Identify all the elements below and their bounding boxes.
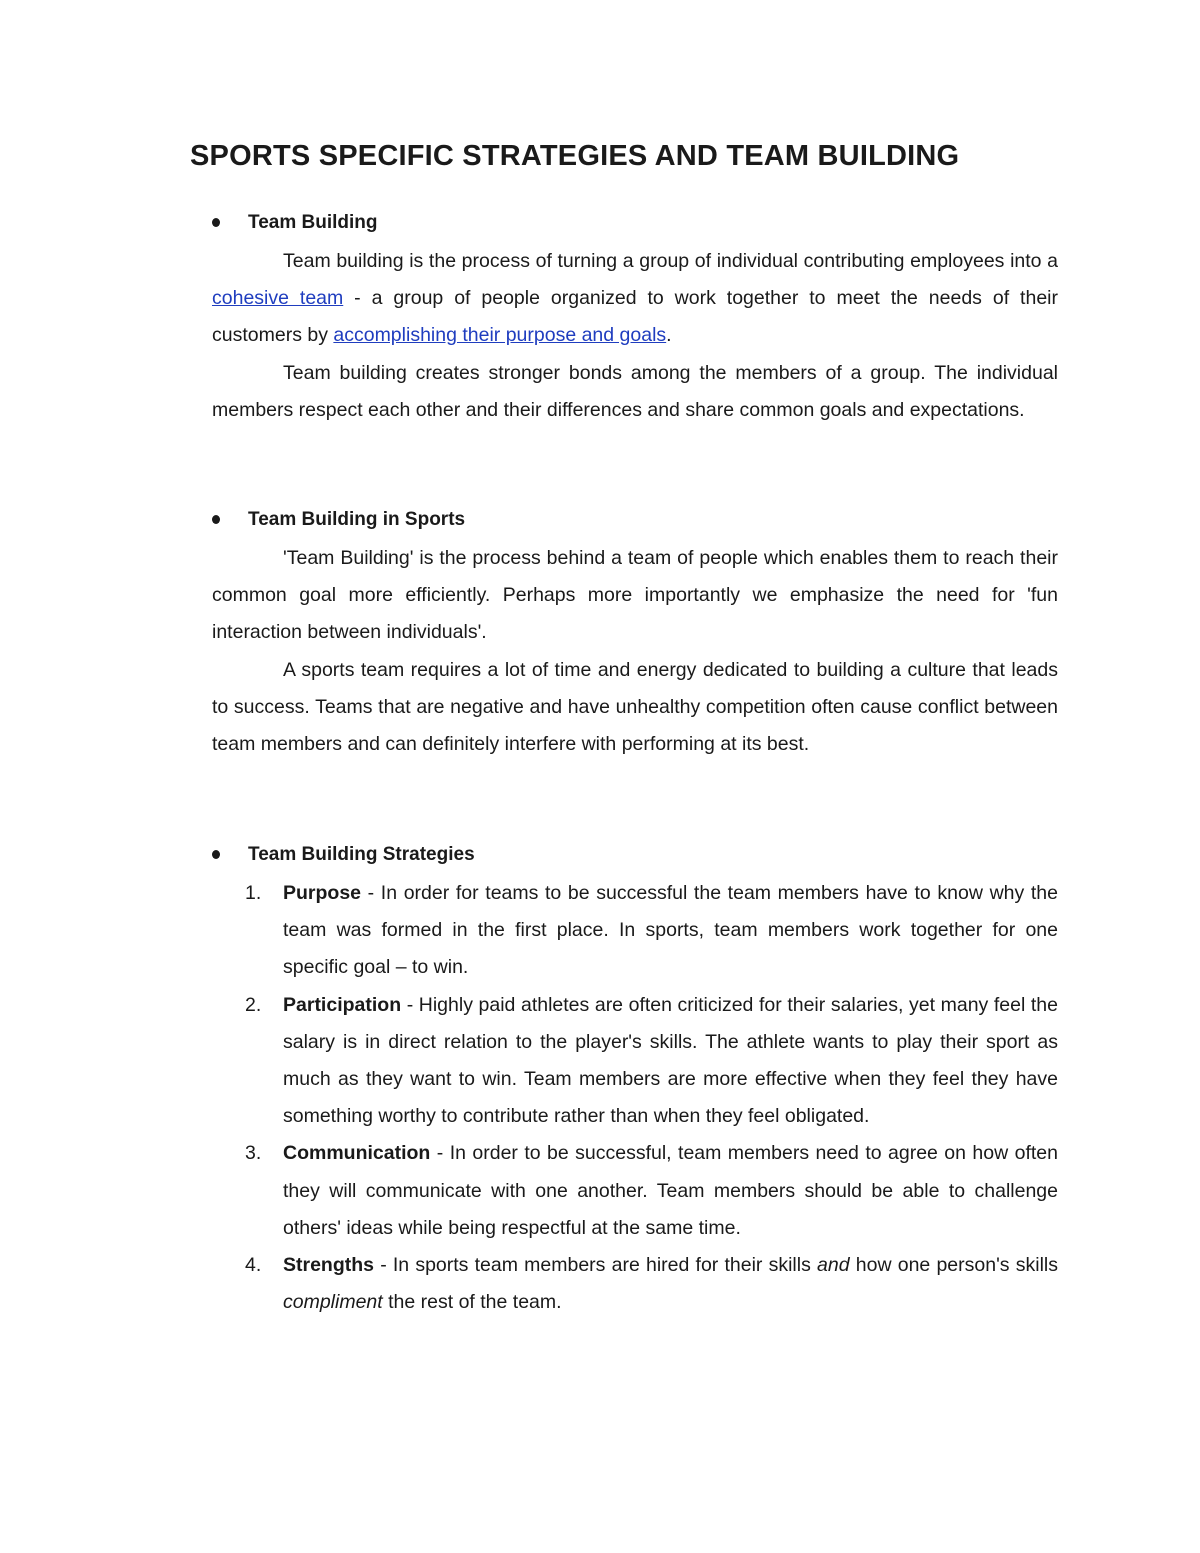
- paragraph-text: - a group of people organized to work together to meet the needs of their customers by: [212, 287, 1058, 347]
- section-team-building-in-sports: [212, 505, 1058, 763]
- list-number: 3.: [245, 1142, 262, 1165]
- list-item: [212, 875, 1058, 987]
- list-item-text: - Highly paid athletes are often criticized for their salaries, yet many feel the salary is in direct relation to the player's skills. The athlete wants to play their sport as much as they want to win. Team members are more effective when they feel they have something worthy to contribute rather than when they feel obligated.: [283, 993, 1058, 1128]
- emphasis-text: and: [817, 1254, 850, 1277]
- list-item-term: Strengths: [283, 1254, 375, 1277]
- section-heading-text: Team Building Strategies: [248, 844, 475, 865]
- list-item-body: [283, 1135, 1058, 1247]
- emphasis-text: compliment: [283, 1291, 383, 1314]
- cohesive-team-link[interactable]: cohesive team: [212, 287, 344, 310]
- list-item-body: [283, 987, 1058, 1136]
- paragraph: Team building creates stronger bonds among the members of a group. The individual members respect each other and their differences and share common goals and expectations.: [212, 361, 1058, 421]
- list-item-text: the rest of the team.: [382, 1291, 562, 1314]
- list-item-text: - In order for teams to be successful the team members have to know why the team was formed in the first place. In sports, team members work together for one specific goal – to win.: [283, 882, 1058, 979]
- paragraph: 'Team Building' is the process behind a team of people which enables them to reach their common goal more efficiently. Perhaps more importantly we emphasize the need for 'fun interaction between individuals'.: [212, 547, 1058, 644]
- section-heading: [212, 840, 1058, 870]
- paragraph-text: Team building is the process of turning a group of individual contributing employees into a: [283, 250, 1058, 272]
- section-heading-text: Team Building in Sports: [248, 509, 466, 530]
- list-item-term: Purpose: [283, 882, 362, 904]
- paragraph-text: .: [666, 324, 672, 347]
- list-item: [212, 1135, 1058, 1247]
- page-title: SPORTS SPECIFIC STRATEGIES AND TEAM BUILDING: [190, 140, 960, 172]
- strategies-list: [212, 875, 1058, 1321]
- purpose-goals-link[interactable]: accomplishing their purpose and goals: [333, 324, 667, 347]
- bullet-icon: [212, 515, 220, 524]
- list-item: [212, 1247, 1058, 1321]
- section-heading: [212, 208, 1058, 238]
- list-item-text: - In sports team members are hired for their skills: [374, 1254, 818, 1277]
- paragraph: [212, 243, 1058, 355]
- section-team-building-strategies: [212, 840, 1058, 1321]
- list-item: [212, 987, 1058, 1136]
- bullet-icon: [212, 850, 220, 859]
- list-item-term: Communication: [283, 1142, 431, 1165]
- list-item-text: how one person's skills: [849, 1254, 1058, 1277]
- list-item-body: [283, 875, 1058, 987]
- list-item-term: Participation: [283, 993, 402, 1016]
- list-item-body: [283, 1247, 1058, 1321]
- list-item-text: - In order to be successful, team members need to agree on how often they will communicate with one another. Team members should be able to challenge others' ideas while being respectful at the same time.: [283, 1142, 1058, 1239]
- section-team-building: [212, 208, 1058, 429]
- paragraph: A sports team requires a lot of time and energy dedicated to building a culture that leads to success. Teams that are negative and have unhealthy competition often cause conflict between team members and can definitely interfere with performing at its best.: [212, 658, 1058, 756]
- list-number: 2.: [245, 993, 262, 1016]
- section-heading-text: Team Building: [248, 212, 378, 233]
- list-number: 4.: [245, 1254, 262, 1277]
- bullet-icon: [212, 218, 220, 227]
- section-heading: [212, 505, 1058, 535]
- list-number: 1.: [245, 882, 262, 904]
